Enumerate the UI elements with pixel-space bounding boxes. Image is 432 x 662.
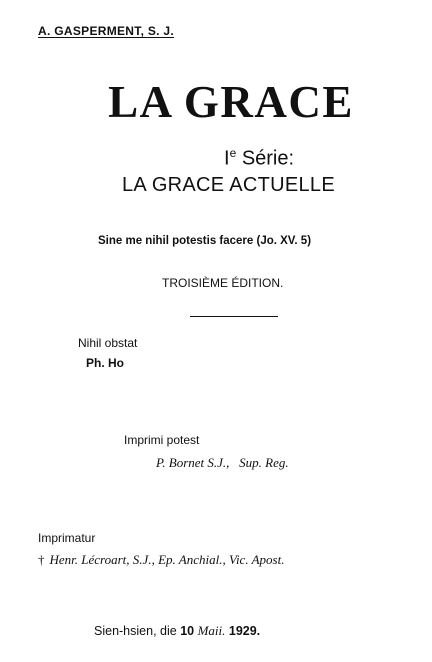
date-day: 10 [180, 624, 195, 638]
motto-quote: Sine me nihil potestis facere (Jo. XV. 5) [98, 235, 312, 247]
date-month: Maii. [197, 623, 226, 638]
series-number: I [224, 147, 230, 170]
imprimi-potest-title: Sup. Reg. [239, 455, 289, 470]
book-subtitle: LA GRACE ACTUELLE [122, 174, 335, 196]
series-label: Série: [241, 147, 295, 170]
place-prefix: Sien-hsien, die [94, 624, 177, 638]
nihil-obstat-name: Ph. Ho [86, 356, 124, 370]
book-title: LA GRACE [108, 77, 354, 127]
divider-rule [190, 316, 278, 317]
place-date-line [94, 623, 260, 639]
imprimatur-signatory [38, 552, 284, 568]
imprimi-potest-signatory [156, 455, 289, 471]
date-year: 1929. [228, 624, 261, 638]
imprimatur-title: Ep. Anchial., Vic. Apost. [158, 552, 285, 567]
dagger-cross-icon: † [38, 552, 45, 567]
imprimi-potest-name: P. Bornet S.J., [156, 455, 230, 470]
edition-line: TROISIÈME ÉDITION. [162, 276, 284, 290]
author-line: A. GASPERMENT, S. J. [38, 24, 175, 38]
series-superscript: e [229, 146, 237, 160]
imprimatur-label: Imprimatur [38, 531, 96, 545]
series-line [224, 146, 294, 171]
imprimatur-name: Henr. Lécroart, S.J., [49, 552, 155, 567]
imprimi-potest-label: Imprimi potest [124, 433, 200, 447]
nihil-obstat-label: Nihil obstat [78, 336, 138, 350]
